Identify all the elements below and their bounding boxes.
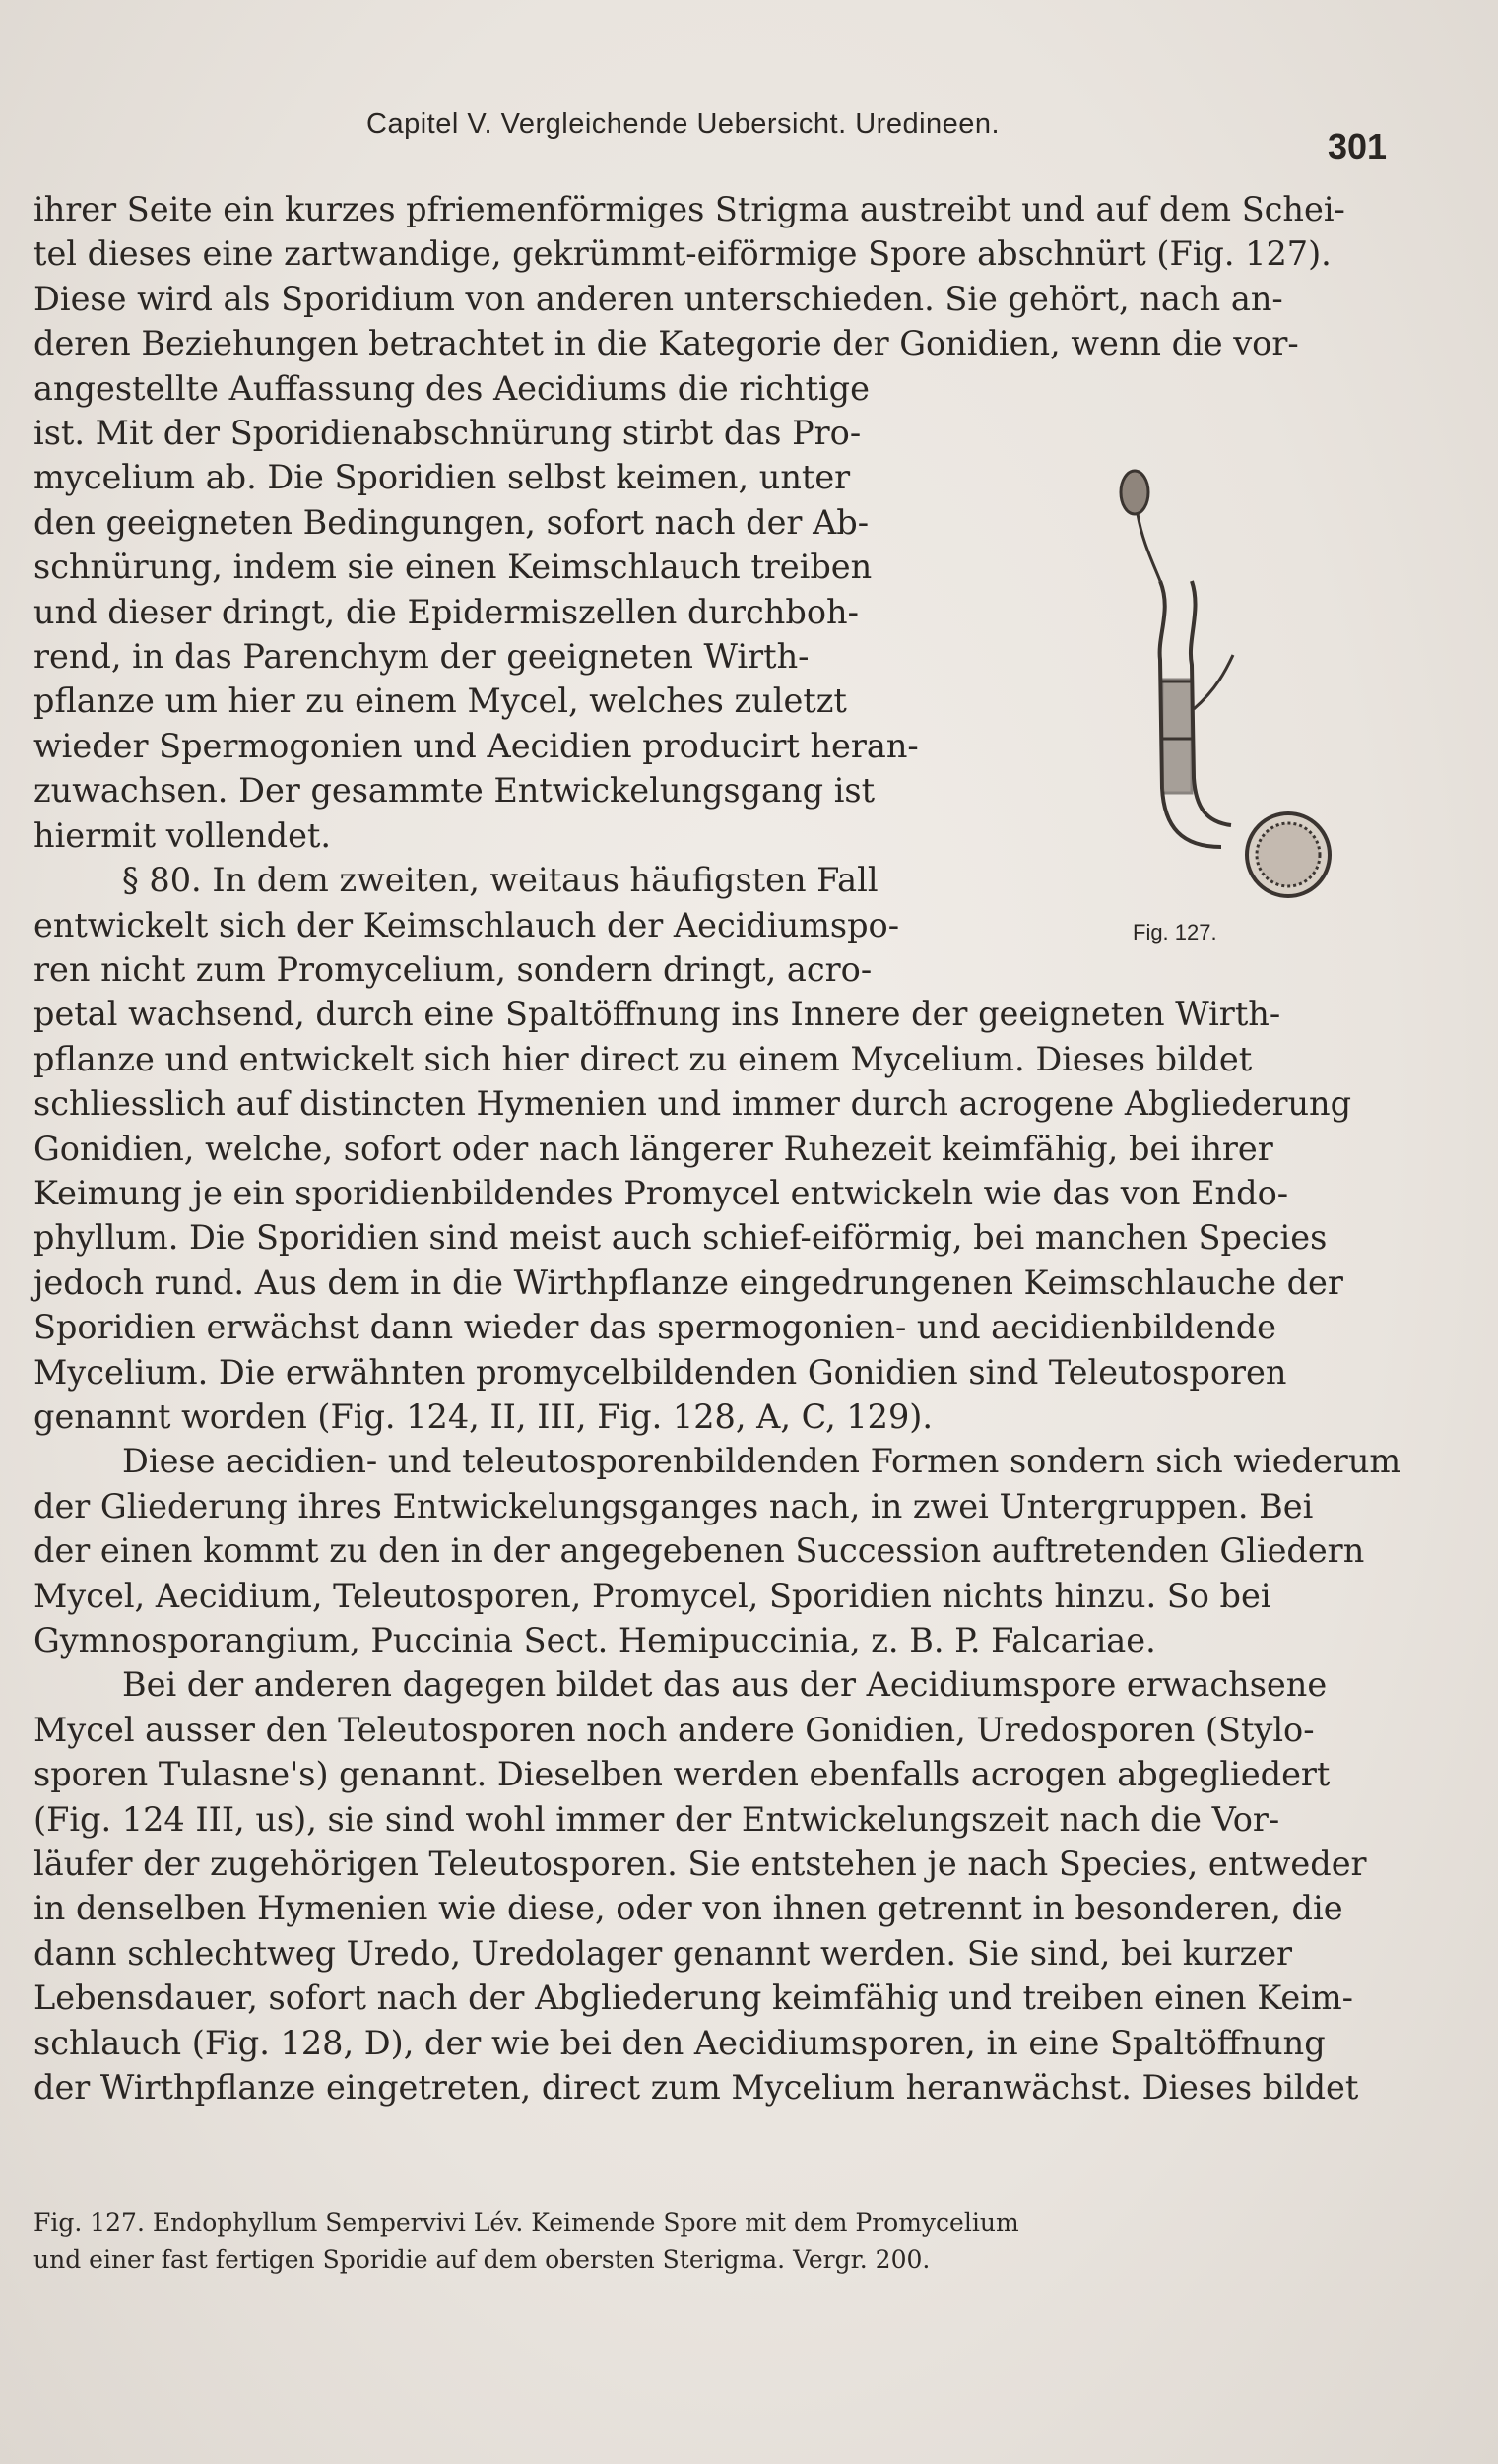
text-line: Diese aecidien- und teleutosporenbildenden Formen sondern sich wiederum (122, 1442, 1401, 1481)
text-line: schlauch (Fig. 128, D), der wie bei den Aecidiumsporen, in eine Spaltöffnung (33, 2023, 1326, 2062)
sporidium-shape (1121, 471, 1148, 514)
text-line: petal wachsend, durch eine Spaltöffnung ins Innere der geeigneten Wirth- (33, 995, 1281, 1034)
text-line: Keimung je ein sporidienbildendes Promycel entwickeln wie das von Endo- (33, 1173, 1289, 1212)
text-line: Gymnosporangium, Puccinia Sect. Hemipuccinia, z. B. P. Falcariae. (33, 1621, 1156, 1659)
text-line: hiermit vollendet. (33, 815, 332, 855)
text-line: entwickelt sich der Keimschlauch der Aecidiumspo- (33, 905, 900, 944)
text-line: ren nicht zum Promycelium, sondern dringt, acro- (33, 949, 873, 989)
text-line: Bei der anderen dagegen bildet das aus der Aecidiumspore erwachsene (122, 1665, 1328, 1705)
text-line: zuwachsen. Der gesammte Entwickelungsgang ist (33, 771, 876, 811)
text-line: der einen kommt zu den in der angegebenen Succession auftretenden Gliedern (33, 1531, 1365, 1571)
text-line: genannt worden (Fig. 124, II, III, Fig. 128, A, C, 129). (33, 1396, 934, 1436)
figure-127-illustration (1044, 463, 1339, 916)
text-line: pflanze um hier zu einem Mycel, welches zuletzt (33, 681, 847, 721)
text-line: schnürung, indem sie einen Keimschlauch treiben (33, 548, 873, 587)
section-heading-line: § 80. In dem zweiten, weitaus häufigsten Fall (122, 861, 879, 900)
paragraph-4 (33, 1662, 1386, 2109)
caption-line: und einer fast fertigen Sporidie auf dem obersten Sterigma. Vergr. 200. (33, 2245, 931, 2274)
text-line: ist. Mit der Sporidienabschnürung stirbt das Pro- (33, 414, 862, 453)
text-line: der Wirthpflanze eingetreten, direct zum Mycelium heranwächst. Dieses bildet (33, 2068, 1359, 2107)
text-line: dann schlechtweg Uredo, Uredolager genannt werden. Sie sind, bei kurzer (33, 1933, 1293, 1973)
text-line: ihrer Seite ein kurzes pfriemenförmiges Strigma austreibt und auf dem Schei- (33, 190, 1345, 228)
text-line: den geeigneten Bedingungen, sofort nach der Ab- (33, 502, 870, 542)
text-line: mycelium ab. Die Sporidien selbst keimen, unter (33, 458, 851, 497)
paragraph-3 (33, 1439, 1401, 1662)
text-line: tel dieses eine zartwandige, gekrümmt-eiförmige Spore abschnürt (Fig. 127). (33, 234, 1332, 274)
caption-line: Fig. 127. Endophyllum Sempervivi Lév. Keimende Spore mit dem Promycelium (33, 2208, 1019, 2237)
text-line: Sporidien erwächst dann wieder das spermogonien- und aecidienbildende (33, 1308, 1276, 1347)
side-sterigma (1194, 655, 1233, 709)
text-line: Mycel, Aecidium, Teleutosporen, Promycel, Sporidien nichts hinzu. So bei (33, 1576, 1271, 1615)
running-title: Capitel V. Vergleichende Uebersicht. Uredineen. (366, 108, 1001, 140)
text-line: phyllum. Die Sporidien sind meist auch schief-eiförmig, bei manchen Species (33, 1218, 1328, 1258)
text-line: schliesslich auf distincten Hymenien und immer durch acrogene Abgliederung (33, 1084, 1352, 1124)
text-line: Lebensdauer, sofort nach der Abgliederung keimfähig und treiben einen Keim- (33, 1978, 1353, 2018)
text-line: Gonidien, welche, sofort oder nach längerer Ruhezeit keimfähig, bei ihrer (33, 1129, 1273, 1168)
text-line: jedoch rund. Aus dem in die Wirthpflanze eingedrungenen Keimschlauche der (33, 1263, 1343, 1302)
text-line: pflanze und entwickelt sich hier direct zu einem Mycelium. Dieses bildet (33, 1039, 1253, 1078)
figure-label: Fig. 127. (1133, 920, 1217, 944)
text-line: in denselben Hymenien wie diese, oder von ihnen getrennt in besonderen, die (33, 1889, 1343, 1928)
page-number: 301 (1328, 126, 1388, 166)
figure-caption (33, 2204, 1386, 2279)
text-line: Mycel ausser den Teleutosporen noch andere Gonidien, Uredosporen (Stylo- (33, 1710, 1315, 1749)
text-line: und dieser dringt, die Epidermiszellen durchboh- (33, 592, 859, 631)
text-line: der Gliederung ihres Entwickelungsganges nach, in zwei Untergruppen. Bei (33, 1486, 1314, 1525)
text-line: rend, in das Parenchym der geeigneten Wirth- (33, 637, 810, 677)
text-line: sporen Tulasne's) genannt. Dieselben werden ebenfalls acrogen abgegliedert (33, 1755, 1331, 1794)
promycelium-outline-right (1191, 581, 1231, 825)
text-line: läufer der zugehörigen Teleutosporen. Sie entstehen je nach Species, entweder (33, 1845, 1367, 1884)
promycelium-cells (1162, 680, 1192, 793)
sterigma-shape (1138, 514, 1160, 581)
text-line: (Fig. 124 III, us), sie sind wohl immer der Entwickelungszeit nach die Vor- (33, 1799, 1280, 1839)
text-line: Diese wird als Sporidium von anderen unterschieden. Sie gehört, nach an- (33, 279, 1283, 318)
spore-inner-wall (1257, 823, 1320, 886)
text-line: Mycelium. Die erwähnten promycelbildenden Gonidien sind Teleutosporen (33, 1352, 1287, 1392)
text-line: deren Beziehungen betrachtet in die Kategorie der Gonidien, wenn die vor- (33, 324, 1299, 363)
text-line: wieder Spermogonien und Aecidien producirt heran- (33, 726, 919, 765)
text-line: angestellte Auffassung des Aecidiums die richtige (33, 368, 870, 408)
